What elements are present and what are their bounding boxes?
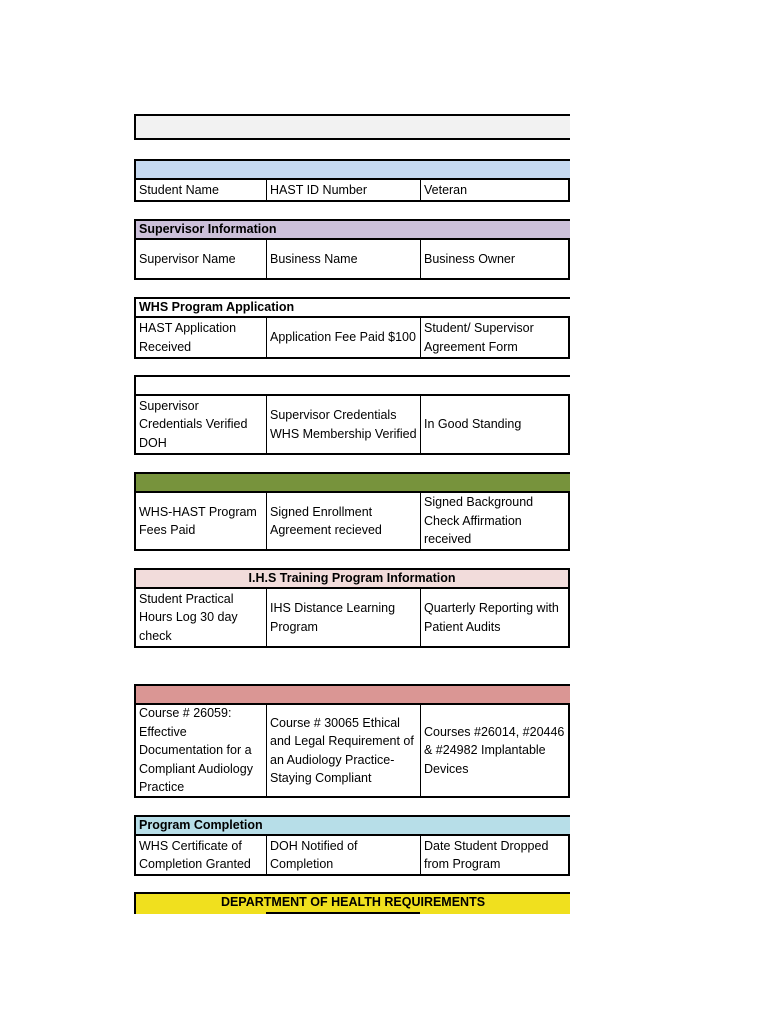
courses-header-bar <box>136 686 570 705</box>
ihs-header-bar: I.H.S Training Program Information <box>136 570 570 589</box>
doh-section <box>134 892 570 914</box>
implantable-devices-cell: Courses #26014, #20446 & #24982 Implantable Devices <box>421 705 570 796</box>
supervisor-header-bar: Supervisor Information <box>136 221 570 240</box>
whs-application-header-bar: WHS Program Application <box>136 299 570 318</box>
quarterly-reporting-cell: Quarterly Reporting with Patient Audits <box>421 589 570 646</box>
fees-header-bar <box>136 474 570 493</box>
completion-section <box>134 815 570 876</box>
date-dropped-cell: Date Student Dropped from Program <box>421 836 570 874</box>
doh-header-bar: DEPARTMENT OF HEALTH REQUIREMENTS <box>136 894 570 914</box>
certificate-cell: WHS Certificate of Completion Granted <box>136 836 267 874</box>
course-26059-cell: Course # 26059: Effective Documentation for a Compliant Audiology Practice <box>136 705 267 796</box>
hast-application-cell: HAST Application Received <box>136 318 267 357</box>
background-check-cell: Signed Background Check Affirmation received <box>421 493 570 549</box>
credentials-header-bar <box>136 377 570 396</box>
student-header-bar <box>136 161 570 180</box>
fees-section <box>134 472 570 551</box>
credentials-doh-cell: Supervisor Credentials Verified DOH <box>136 396 267 453</box>
student-name-cell: Student Name <box>136 180 267 200</box>
good-standing-cell: In Good Standing <box>421 396 570 453</box>
supervisor-name-cell: Supervisor Name <box>136 240 267 278</box>
ihs-section <box>134 568 570 648</box>
supervisor-section <box>134 219 570 280</box>
course-30065-cell: Course # 30065 Ethical and Legal Requirement of an Audiology Practice- Staying Compliant <box>267 705 421 796</box>
credentials-section <box>134 375 570 455</box>
enrollment-agreement-cell: Signed Enrollment Agreement recieved <box>267 493 421 549</box>
business-owner-cell: Business Owner <box>421 240 570 278</box>
application-fee-cell: Application Fee Paid $100 <box>267 318 421 357</box>
student-section <box>134 159 570 202</box>
veteran-cell: Veteran <box>421 180 570 200</box>
doh-underline-divider <box>266 912 420 914</box>
program-fees-cell: WHS-HAST Program Fees Paid <box>136 493 267 549</box>
courses-section <box>134 684 570 798</box>
agreement-form-cell: Student/ Supervisor Agreement Form <box>421 318 570 357</box>
hast-id-cell: HAST ID Number <box>267 180 421 200</box>
header-blank-section <box>134 114 570 140</box>
doh-notified-cell: DOH Notified of Completion <box>267 836 421 874</box>
credentials-whs-cell: Supervisor Credentials WHS Membership Verified <box>267 396 421 453</box>
whs-application-section <box>134 297 570 359</box>
practical-hours-cell: Student Practical Hours Log 30 day check <box>136 589 267 646</box>
distance-learning-cell: IHS Distance Learning Program <box>267 589 421 646</box>
business-name-cell: Business Name <box>267 240 421 278</box>
completion-header-bar: Program Completion <box>136 817 570 836</box>
